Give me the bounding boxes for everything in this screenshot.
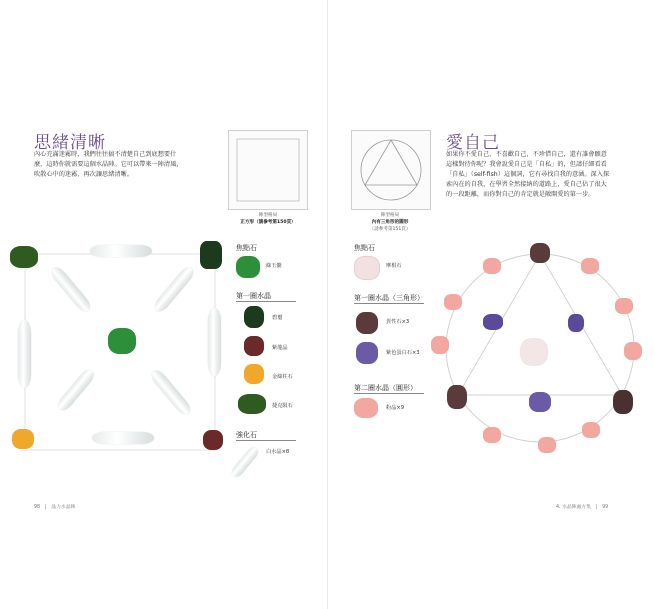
morganite-swatch bbox=[354, 256, 380, 280]
chrysoprase-center-stone bbox=[108, 328, 136, 354]
rose-quartz-stone bbox=[581, 258, 599, 274]
rose-quartz-stone bbox=[582, 422, 600, 438]
purple-opal-stone bbox=[568, 314, 584, 332]
right-footer: 4. 水晶陣處方集 | 99 bbox=[556, 505, 609, 510]
clear-quartz-point bbox=[90, 245, 152, 257]
clear-quartz-swatch bbox=[230, 445, 261, 479]
triangle-circle-reference-label: 陣型格局 內有三角形的圓形 （請參考第151頁） bbox=[369, 213, 411, 232]
clear-quartz-point bbox=[208, 308, 221, 376]
chrysoprase-swatch bbox=[236, 256, 260, 278]
rose-quartz-stone bbox=[483, 258, 501, 274]
triangle-circle-diagram bbox=[352, 131, 430, 209]
purple-opal-stone bbox=[483, 314, 503, 330]
golden-beryl-stone bbox=[12, 429, 34, 449]
left-footer: 98 | 晶力水晶陣 bbox=[34, 505, 76, 510]
tourmaline-swatch bbox=[244, 306, 264, 328]
right-ring1-label: 紫色蛋白石×3 bbox=[386, 350, 420, 356]
triangle-circle-reference-card bbox=[351, 130, 431, 210]
right-ring2-rule bbox=[354, 393, 424, 394]
rose-quartz-swatch bbox=[354, 398, 378, 418]
left-intro: 內心充滿迷霧時，我們往往搞不清楚自己到底想要什 麼，這時你就需要這個水晶陣。它可以帶來一陣清風， 吹散心中的迷霧，再次讓思緒清晰。 bbox=[34, 151, 183, 178]
eudialyte-stone bbox=[613, 390, 633, 414]
purple-opal-stone bbox=[529, 392, 551, 412]
right-ring2-label: 粉晶×9 bbox=[386, 405, 405, 411]
right-intro: 如果你不愛自己、不喜歡自己，不珍惜自己，還有誰會願意 這樣對待你呢？我會說愛自己是「自私」的，但請仔細看看 「自私」（self-fish）這個詞，它有尋找自我的意涵。深入探 索內在的自我，在學習全然接納的道路上，愛自己佔了很大 的一段距離，而你對自己的肯定就是敞開愛的第一步。 bbox=[446, 151, 610, 198]
right-focus-heading: 焦點石 bbox=[354, 244, 375, 252]
morganite-stone bbox=[520, 338, 548, 366]
rose-quartz-stone bbox=[483, 427, 501, 443]
right-title: 愛自己 bbox=[446, 133, 500, 153]
square-reference-card bbox=[228, 130, 308, 210]
rose-quartz-stone bbox=[615, 298, 633, 314]
left-ring1-label: 捷克隕石 bbox=[272, 403, 293, 409]
right-ring1-heading: 第一圈水晶（三角形） bbox=[354, 294, 424, 302]
left-ring1-label: 紫龍晶 bbox=[272, 345, 288, 351]
left-ring1-heading: 第一圈水晶 bbox=[236, 292, 271, 300]
left-ring1-label: 碧璽 bbox=[272, 315, 283, 321]
eudialyte-swatch bbox=[356, 312, 378, 334]
left-boost-heading: 強化石 bbox=[236, 431, 257, 439]
purple-opal-swatch bbox=[356, 342, 378, 364]
golden-beryl-swatch bbox=[244, 364, 264, 384]
clear-quartz-point bbox=[92, 432, 154, 444]
right-ring1-rule bbox=[354, 303, 424, 304]
square-reference-label: 陣型格局 正方形（請參考第150頁） bbox=[240, 213, 296, 225]
square-diagram bbox=[229, 131, 307, 209]
clear-quartz-point bbox=[18, 320, 31, 388]
right-ring1-label: 異性石×3 bbox=[386, 319, 410, 325]
left-boost-rule bbox=[236, 440, 296, 441]
rose-quartz-stone bbox=[431, 336, 449, 354]
tourmaline-stone bbox=[200, 241, 222, 269]
rose-quartz-stone bbox=[444, 294, 462, 310]
left-page bbox=[0, 0, 327, 609]
left-focus-heading: 焦點石 bbox=[236, 244, 257, 252]
rubellite-swatch bbox=[244, 336, 264, 356]
left-boost-stone-label: 白水晶×8 bbox=[266, 449, 290, 455]
rose-quartz-stone bbox=[538, 437, 556, 453]
right-page bbox=[328, 0, 655, 609]
left-ring1-label: 金綠柱石 bbox=[272, 374, 293, 380]
right-focus-stone-label: 摩根石 bbox=[386, 263, 402, 269]
eudialyte-stone bbox=[447, 385, 467, 409]
left-focus-stone-label: 綠玉髓 bbox=[266, 263, 282, 269]
rose-quartz-stone bbox=[624, 342, 642, 360]
moldavite-stone bbox=[10, 246, 38, 268]
eudialyte-stone bbox=[530, 243, 550, 263]
left-title: 思緒清晰 bbox=[34, 133, 106, 153]
moldavite-swatch bbox=[238, 394, 266, 414]
right-ring2-heading: 第二圈水晶（圓形） bbox=[354, 384, 417, 392]
rubellite-stone bbox=[203, 430, 223, 450]
left-ring1-rule bbox=[236, 301, 296, 302]
